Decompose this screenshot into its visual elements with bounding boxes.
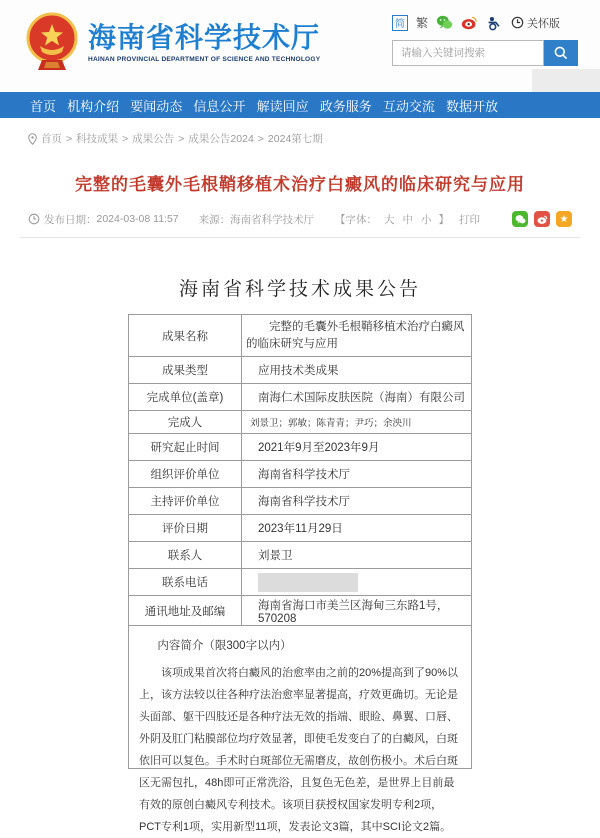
announcement-title: 海南省科学技术成果公告: [178, 279, 421, 300]
font-size-small[interactable]: 小: [421, 213, 432, 226]
breadcrumb-announcements-2024[interactable]: 成果公告2024: [188, 133, 254, 145]
table-row: [129, 356, 471, 383]
row-label-contact-phone: 联系电话: [129, 569, 242, 595]
care-version-label: 关怀版: [527, 17, 561, 30]
row-label-evaluation-date: 评价日期: [129, 515, 242, 541]
breadcrumb-issue-7[interactable]: 2024第七期: [267, 133, 323, 145]
row-label-organizing-unit: 组织评价单位: [129, 461, 242, 487]
nav-item-news[interactable]: 要闻动态: [130, 98, 183, 114]
table-row: [129, 460, 471, 487]
site-header: [0, 0, 600, 92]
row-label-research-period: 研究起止时间: [129, 434, 242, 460]
article-title: 完整的毛囊外毛根鞘移植术治疗白癜风的临床研究与应用: [75, 175, 525, 194]
share-wechat-icon[interactable]: [512, 211, 528, 227]
table-row: [129, 410, 471, 433]
row-value-achievement-name: 完整的毛囊外毛根鞘移植术治疗白癜风的临床研究与应用: [246, 321, 465, 350]
table-row: [129, 487, 471, 514]
table-row: [129, 541, 471, 568]
nav-item-home[interactable]: 首页: [30, 98, 57, 114]
row-value-contact-phone: [242, 569, 471, 595]
publish-date: 2024-03-08 11:57: [96, 213, 179, 225]
row-value-completing-unit: 南海仁术国际皮肤医院（海南）有限公司: [258, 392, 465, 404]
share-favorite-icon[interactable]: ★: [556, 211, 572, 227]
font-size-medium[interactable]: 中: [402, 213, 413, 226]
table-row: [129, 315, 471, 356]
nav-item-open-data[interactable]: 数据开放: [445, 98, 498, 114]
location-pin-icon: [28, 133, 37, 145]
breadcrumb-home[interactable]: 首页: [41, 133, 62, 145]
publish-date-label: 发布日期：: [44, 213, 97, 226]
row-value-presiding-unit: 海南省科学技术厅: [258, 496, 350, 508]
nav-item-info-disclosure[interactable]: 信息公开: [193, 98, 246, 114]
row-value-contact-person: 刘景卫: [258, 550, 293, 562]
breadcrumb-separator: >: [66, 132, 73, 145]
breadcrumb-achievements[interactable]: 科技成果: [76, 133, 119, 145]
traditional-chinese-toggle[interactable]: 繁: [416, 16, 429, 30]
row-value-evaluation-date: 2023年11月29日: [258, 523, 343, 535]
row-value-address: 海南省海口市美兰区海甸三东路1号，570208: [258, 599, 449, 625]
breadcrumb-separator: >: [257, 132, 264, 145]
search-icon: [553, 45, 569, 61]
table-row: [129, 433, 471, 460]
site-subtitle: HAINAN PROVINCIAL DEPARTMENT OF SCIENCE AND TECHNOLOGY: [88, 56, 321, 64]
row-label-achievement-name: 成果名称: [129, 315, 242, 356]
font-size-large[interactable]: 大: [384, 213, 395, 226]
row-label-completers: 完成人: [129, 411, 242, 433]
print-button[interactable]: 打印: [459, 213, 480, 226]
table-row: [129, 514, 471, 541]
table-row: [129, 383, 471, 410]
site-search: [392, 40, 578, 66]
site-title: 海南省科学技术厅: [88, 21, 321, 53]
row-value-research-period: 2021年9月至2023年9月: [258, 442, 380, 454]
clock-icon: [28, 213, 40, 225]
summary-text: 该项成果首次将白癜风的治愈率由之前的20%提高到了90%以上，该方法较以往各种疗法治愈率显著提高，疗效更确切。无论是头面部、躯干四肢还是各种疗法无效的指端、眼睑、鼻翼、口唇、外阴及肛门粘膜部位均疗效显著，即使毛发变白了的白癜风，白斑依旧可以复色。手术时白斑部位无需磨皮，故创伤极小。术后白斑区无需包扎，48h即可正常洗浴，且复色无色差，是世界上目前最有效的原创白癜风专利技术。该项目获授权国家发明专利2项，PCT专利1项，实用新型11项，发表论文3篇，其中SCI论文2篇。: [139, 667, 459, 833]
breadcrumb-separator: >: [122, 132, 129, 145]
row-label-address: 通讯地址及邮编: [129, 596, 242, 625]
national-emblem-icon: [26, 12, 78, 74]
main-nav: [0, 92, 600, 118]
row-value-achievement-type: 应用技术类成果: [258, 365, 339, 377]
font-size-prefix: 【字体：: [335, 213, 377, 226]
care-version-link[interactable]: [511, 15, 560, 31]
source-value: 海南省科学技术厅: [230, 213, 315, 226]
source-label: 来源：: [198, 213, 231, 226]
simplified-chinese-toggle[interactable]: 简: [392, 15, 408, 31]
summary-label: 内容简介（限300字以内）: [157, 640, 292, 652]
breadcrumb-separator: >: [178, 132, 185, 145]
row-label-presiding-unit: 主持评价单位: [129, 488, 242, 514]
share-weibo-icon[interactable]: [534, 211, 550, 227]
header-corner-panel: [532, 69, 600, 92]
site-logo[interactable]: [26, 12, 320, 74]
row-value-completers: 刘景卫；郭敏；陈青青；尹巧；余泱川: [250, 418, 412, 429]
wechat-icon[interactable]: [436, 14, 453, 31]
row-value-organizing-unit: 海南省科学技术厅: [258, 469, 350, 481]
nav-item-interpretation[interactable]: 解读回应: [256, 98, 309, 114]
meta-divider: [20, 237, 580, 238]
table-row: [129, 568, 471, 595]
table-row: [129, 595, 471, 625]
breadcrumb: [28, 131, 600, 146]
font-size-suffix: 】: [438, 213, 449, 226]
header-toolbar: [392, 14, 560, 31]
summary-cell: [129, 625, 471, 833]
phone-redacted-box: [258, 573, 358, 592]
row-label-contact-person: 联系人: [129, 542, 242, 568]
search-input[interactable]: [392, 40, 544, 66]
row-label-completing-unit: 完成单位(盖章): [129, 384, 242, 410]
share-icons: [512, 211, 572, 227]
accessibility-icon[interactable]: [486, 14, 503, 31]
announcement-table: [128, 314, 472, 833]
article-meta: [28, 211, 572, 227]
nav-item-organization[interactable]: 机构介绍: [67, 98, 120, 114]
nav-item-interaction[interactable]: 互动交流: [382, 98, 435, 114]
weibo-icon[interactable]: [461, 14, 478, 31]
row-label-achievement-type: 成果类型: [129, 357, 242, 383]
search-button[interactable]: [544, 40, 578, 66]
breadcrumb-announcements[interactable]: 成果公告: [132, 133, 175, 145]
clock-half-icon: [511, 16, 524, 29]
nav-item-gov-services[interactable]: 政务服务: [319, 98, 372, 114]
